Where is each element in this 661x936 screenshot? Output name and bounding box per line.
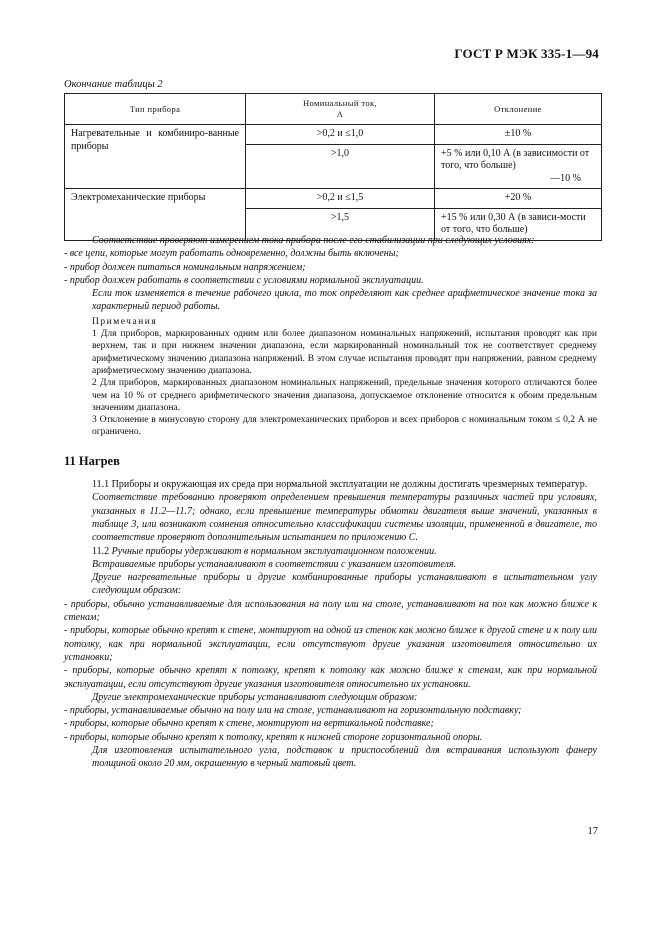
paragraph: Другие электромеханические приборы устанавливают следующим образом: <box>92 691 418 703</box>
note-item: 3 Отклонение в минусовую сторону для электромеханических приборов и всех приборов с номинальным током ≤ 0,2 А не ограничено. <box>92 415 597 438</box>
row-current: >0,2 и ≤1,0 <box>246 125 435 145</box>
paragraph: Другие нагревательные приборы и другие комбинированные приборы устанавливают в испытательном углу следующим образом: <box>92 572 597 597</box>
list-item: - прибор должен питаться номинальным напряжением; <box>64 261 306 273</box>
list-item: - прибор должен работать в соответствии с условиями нормальной эксплуатации. <box>64 274 424 286</box>
list-item: - приборы, которые обычно крепят к потолку, крепят к потолку как можно ближе к стенам, как при нормальной эксплуатации, если отсутствуют другие указания изготовителя относительно их установки. <box>64 665 597 690</box>
row-current: >1,0 <box>246 144 435 189</box>
body-text <box>64 234 597 771</box>
paragraph: Встраиваемые приборы устанавливают в соответствии с указанием изготовителя. <box>92 558 457 570</box>
current-deviation-table <box>64 93 602 241</box>
table-row <box>65 189 602 209</box>
clause-number: 11.2 <box>92 545 112 557</box>
paragraph: Если ток изменяется в течение рабочего цикла, то ток определяют как среднее арифметическое значение тока за характерный период работы. <box>92 288 597 313</box>
list-item: - приборы, которые обычно крепят к потолку, крепят к нижней стороне горизонтальной опоры. <box>64 731 483 743</box>
header-rated-current <box>246 94 435 125</box>
row-deviation <box>435 144 602 189</box>
paragraph: Соответствие требованию проверяют определением превышения температуры различных частей при условиях, указанных в 11.2—11.7; однако, если превышение температуры обмотки двигателя выше значений, указанных в таблице 3, или возникают сомнения относительно классификации системы изоляции, примененной в двигателе, то соответствие проверяют дополнительным испытанием по приложению С. <box>92 492 597 544</box>
paragraph: 11.1 Приборы и окружающая их среда при нормальной эксплуатации не должны достигать чрезмерных температур. <box>92 479 588 491</box>
clause-text: Ручные приборы удерживают в нормальном эксплуатационном положении. <box>111 545 437 557</box>
row-device-type: Электромеханические приборы <box>65 189 246 241</box>
header-rated-current-label: Номинальный ток, <box>302 98 378 109</box>
notes-title: Примечания <box>92 316 158 327</box>
list-item: - все цепи, которые могут работать одновременно, должны быть включены; <box>64 248 399 260</box>
row-deviation-extra: —10 % <box>550 172 581 184</box>
document-header: ГОСТ Р МЭК 335-1—94 <box>454 46 599 61</box>
table-row <box>65 125 602 145</box>
paragraph <box>92 545 597 558</box>
section-title: 11 Нагрев <box>64 453 120 468</box>
row-deviation: +15 % или 0,30 А (в зависи-мости от того, что больше) <box>435 208 602 240</box>
row-current: >1,5 <box>246 208 435 240</box>
list-item: - приборы, которые обычно крепят к стене, монтируют на вертикальной подставке; <box>64 718 434 730</box>
notes-block <box>92 316 597 439</box>
table-caption: Окончание таблицы 2 <box>64 79 163 90</box>
page-number: 17 <box>587 826 598 837</box>
row-deviation: +20 % <box>435 189 602 209</box>
row-current: >0,2 и ≤1,5 <box>246 189 435 209</box>
list-item: - приборы, которые обычно крепят к стене, монтируют на одной из стенок как можно ближе к другой стене и к полу или потолку, как при нормальной эксплуатации, если отсутствуют другие указания изготовителя относительно их установки; <box>64 625 597 663</box>
row-device-type: Нагревательные и комбиниро-ванные приборы <box>65 125 246 189</box>
row-deviation: ±10 % <box>435 125 602 145</box>
list-item: - приборы, устанавливаемые обычно на полу или на столе, устанавливают на горизонтальную подставку; <box>64 705 522 717</box>
row-deviation-main: +5 % или 0,10 А (в зависимости от того, что больше) <box>441 147 590 171</box>
note-item: 1 Для приборов, маркированных одним или более диапазоном номинальных напряжений, испытания проводят как при верхнем, так и при нижнем значении диапазона, если маркированный номинальный ток не соответствует среднему арифметическому значению диапазона напряжений. В этом случае испытания проводят при напряжении, равном среднему арифметическому значению диапазона. <box>92 329 597 376</box>
list-item: - приборы, обычно устанавливаемые для использования на полу или на столе, устанавливают на пол как можно ближе к стенам; <box>64 598 597 624</box>
header-device-type: Тип прибора <box>65 94 246 125</box>
paragraph: Соответствие проверяют измерением тока прибора после его стабилизации при следующих условиях: <box>92 235 535 246</box>
header-deviation: Отклонение <box>435 94 602 125</box>
note-item: 2 Для приборов, маркированных диапазоном номинальных напряжений, предельные значения которого отличаются более чем на 10 % от среднего арифметического значения диапазона, допускаемое отклонение относится к обоим предельным значениям диапазона. <box>92 378 597 413</box>
table-header-row <box>65 94 602 125</box>
header-rated-current-unit: А <box>336 109 344 119</box>
paragraph: Для изготовления испытательного угла, подставок и приспособлений для встраивания используют фанеру толщиной около 20 мм, окрашенную в черный матовый цвет. <box>92 744 597 770</box>
